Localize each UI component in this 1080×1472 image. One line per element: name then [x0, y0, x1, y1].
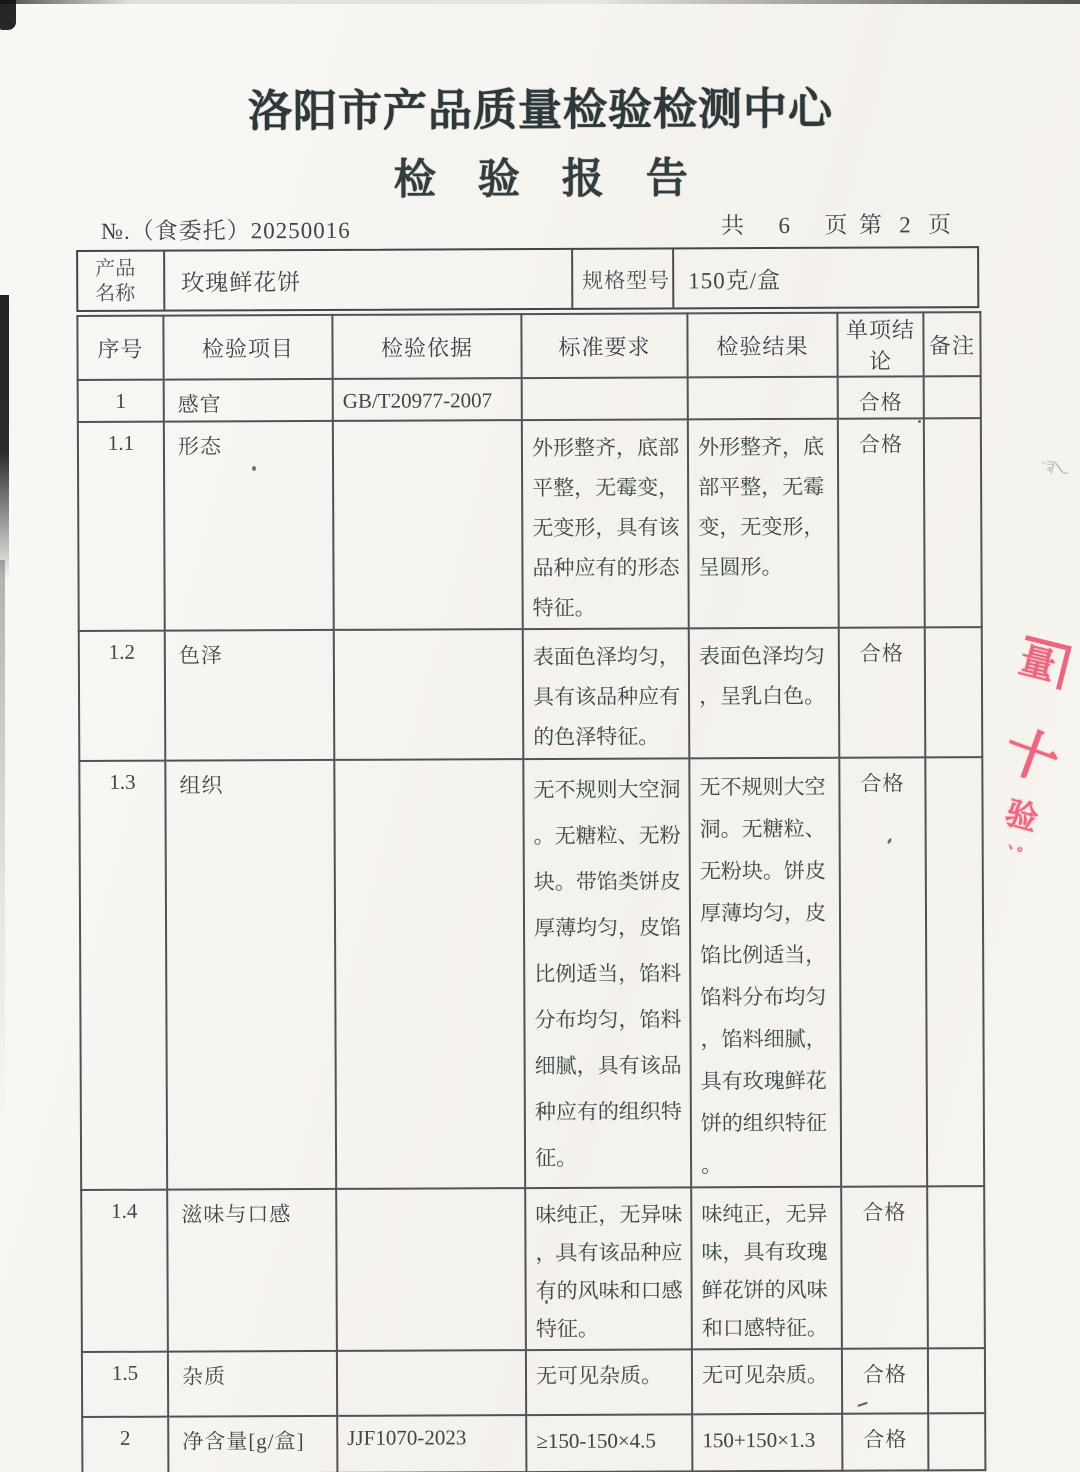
cell-result: 无不规则大空洞。无糖粒、无粉块。饼皮厚薄均匀，皮馅比例适当，馅料分布均匀，馅料细腻，具有玫瑰鲜花饼的组织特征。	[689, 758, 841, 1188]
cell-item: 感官	[164, 379, 333, 422]
org-title: 洛阳市产品质量检验检测中心	[247, 84, 834, 137]
report-number: №.（食委托）20250016	[100, 217, 351, 244]
cell-item: 形态	[164, 421, 334, 631]
cell-requirement: 表面色泽均匀，具有该品种应有的色泽特征。	[523, 628, 690, 759]
stamp-cross-mark: 十	[995, 718, 1067, 794]
column-header-conclusion: 单项结论	[837, 312, 923, 376]
cell-requirement: 无可见杂质。	[526, 1349, 692, 1415]
cell-requirement	[522, 377, 688, 420]
cell-result: 150+150×1.3	[692, 1414, 842, 1472]
table-header-row	[77, 312, 980, 380]
cell-remark	[928, 1348, 985, 1413]
product-info-table	[76, 246, 979, 312]
cell-seq: 1.2	[79, 631, 166, 761]
cell-basis	[334, 759, 525, 1189]
cell-remark	[927, 1186, 985, 1348]
cell-basis	[333, 420, 523, 630]
cell-basis	[337, 1350, 526, 1416]
table-row	[82, 1413, 985, 1472]
cell-conclusion: 合格	[838, 376, 924, 418]
cell-result: 外形整齐，底部平整，无霉变，无变形，呈圆形。	[688, 419, 839, 629]
cell-seq: 1.5	[82, 1352, 168, 1417]
product-name-value: 玫瑰鲜花饼	[163, 250, 571, 310]
table-row	[79, 627, 983, 761]
cell-remark	[928, 1413, 985, 1470]
report-title: 检 验 报 告	[393, 156, 688, 204]
cell-remark	[925, 627, 983, 757]
cell-conclusion: 合格	[842, 1348, 928, 1413]
cell-remark	[924, 418, 982, 627]
cell-basis: GB/T20977-2007	[333, 378, 522, 421]
cell-conclusion: 合格	[838, 418, 925, 627]
cell-item: 组织	[165, 760, 336, 1190]
product-name-label: 产品 名称	[95, 257, 136, 305]
spec-label: 规格型号	[571, 249, 672, 307]
cell-conclusion: 合格	[839, 757, 927, 1186]
cell-requirement: 味纯正，无异味，具有该品种应有的风味和口感特征。	[525, 1187, 692, 1350]
ink-mark: ᝍ	[853, 1392, 872, 1418]
cell-remark	[924, 376, 981, 418]
cell-result	[688, 377, 838, 420]
cell-seq: 1.1	[78, 422, 165, 631]
column-header-seq: 序号	[77, 316, 163, 380]
cell-conclusion: 合格	[842, 1413, 928, 1470]
table-row	[78, 418, 982, 631]
cell-item: 杂质	[168, 1351, 337, 1417]
cell-result: 味纯正，无异味，具有玫瑰鲜花饼的风味和口感特征。	[691, 1187, 842, 1350]
cell-conclusion: 合格	[839, 627, 926, 757]
cell-basis	[334, 629, 524, 760]
cell-basis: JJF1070-2023	[337, 1415, 526, 1472]
stamp-dots: 、。	[1006, 835, 1037, 859]
cell-seq: 1	[78, 380, 164, 422]
cell-requirement: 无不规则大空洞。无糖粒、无粉块。带馅类饼皮厚薄均匀，皮馅比例适当，馅料分布均匀，馅料细腻，具有该品种应有的组织特征。	[523, 758, 691, 1188]
table-row	[78, 376, 981, 422]
inspection-table	[76, 311, 986, 1472]
column-header-basis: 检验依据	[332, 314, 521, 379]
cell-result: 表面色泽均匀，呈乳白色。	[689, 628, 840, 759]
cell-seq: 2	[82, 1417, 168, 1472]
table-row	[82, 1348, 985, 1417]
cell-result: 无可见杂质。	[692, 1349, 842, 1415]
cell-item: 净含量[g/盒]	[168, 1416, 337, 1472]
cell-item: 滋味与口感	[167, 1189, 337, 1352]
column-header-requirement: 标准要求	[521, 313, 687, 378]
spec-value: 150克/盒	[672, 248, 977, 307]
cell-item: 色泽	[165, 630, 335, 761]
table-row	[79, 757, 984, 1190]
cell-requirement: 外形整齐，底部平整，无霉变，无变形，具有该品种应有的形态特征。	[522, 419, 689, 629]
stamp-character: 量	[1015, 635, 1072, 690]
column-header-remark: 备注	[923, 312, 980, 376]
cell-conclusion: 合格	[841, 1186, 928, 1348]
stamp-character: 验	[1001, 793, 1043, 838]
page-info: 共 6 页 第 2 页	[720, 212, 952, 239]
cell-remark	[925, 757, 984, 1186]
table-row	[81, 1186, 985, 1352]
column-header-result: 检验结果	[687, 313, 837, 378]
cell-basis	[336, 1188, 526, 1351]
cell-requirement: ≥150-150×4.5	[526, 1414, 692, 1472]
cell-seq: 1.3	[79, 761, 167, 1190]
column-header-item: 检验项目	[163, 315, 332, 380]
scan-smudge: ᵕ࿐	[1037, 454, 1073, 483]
cell-seq: 1.4	[81, 1190, 168, 1352]
